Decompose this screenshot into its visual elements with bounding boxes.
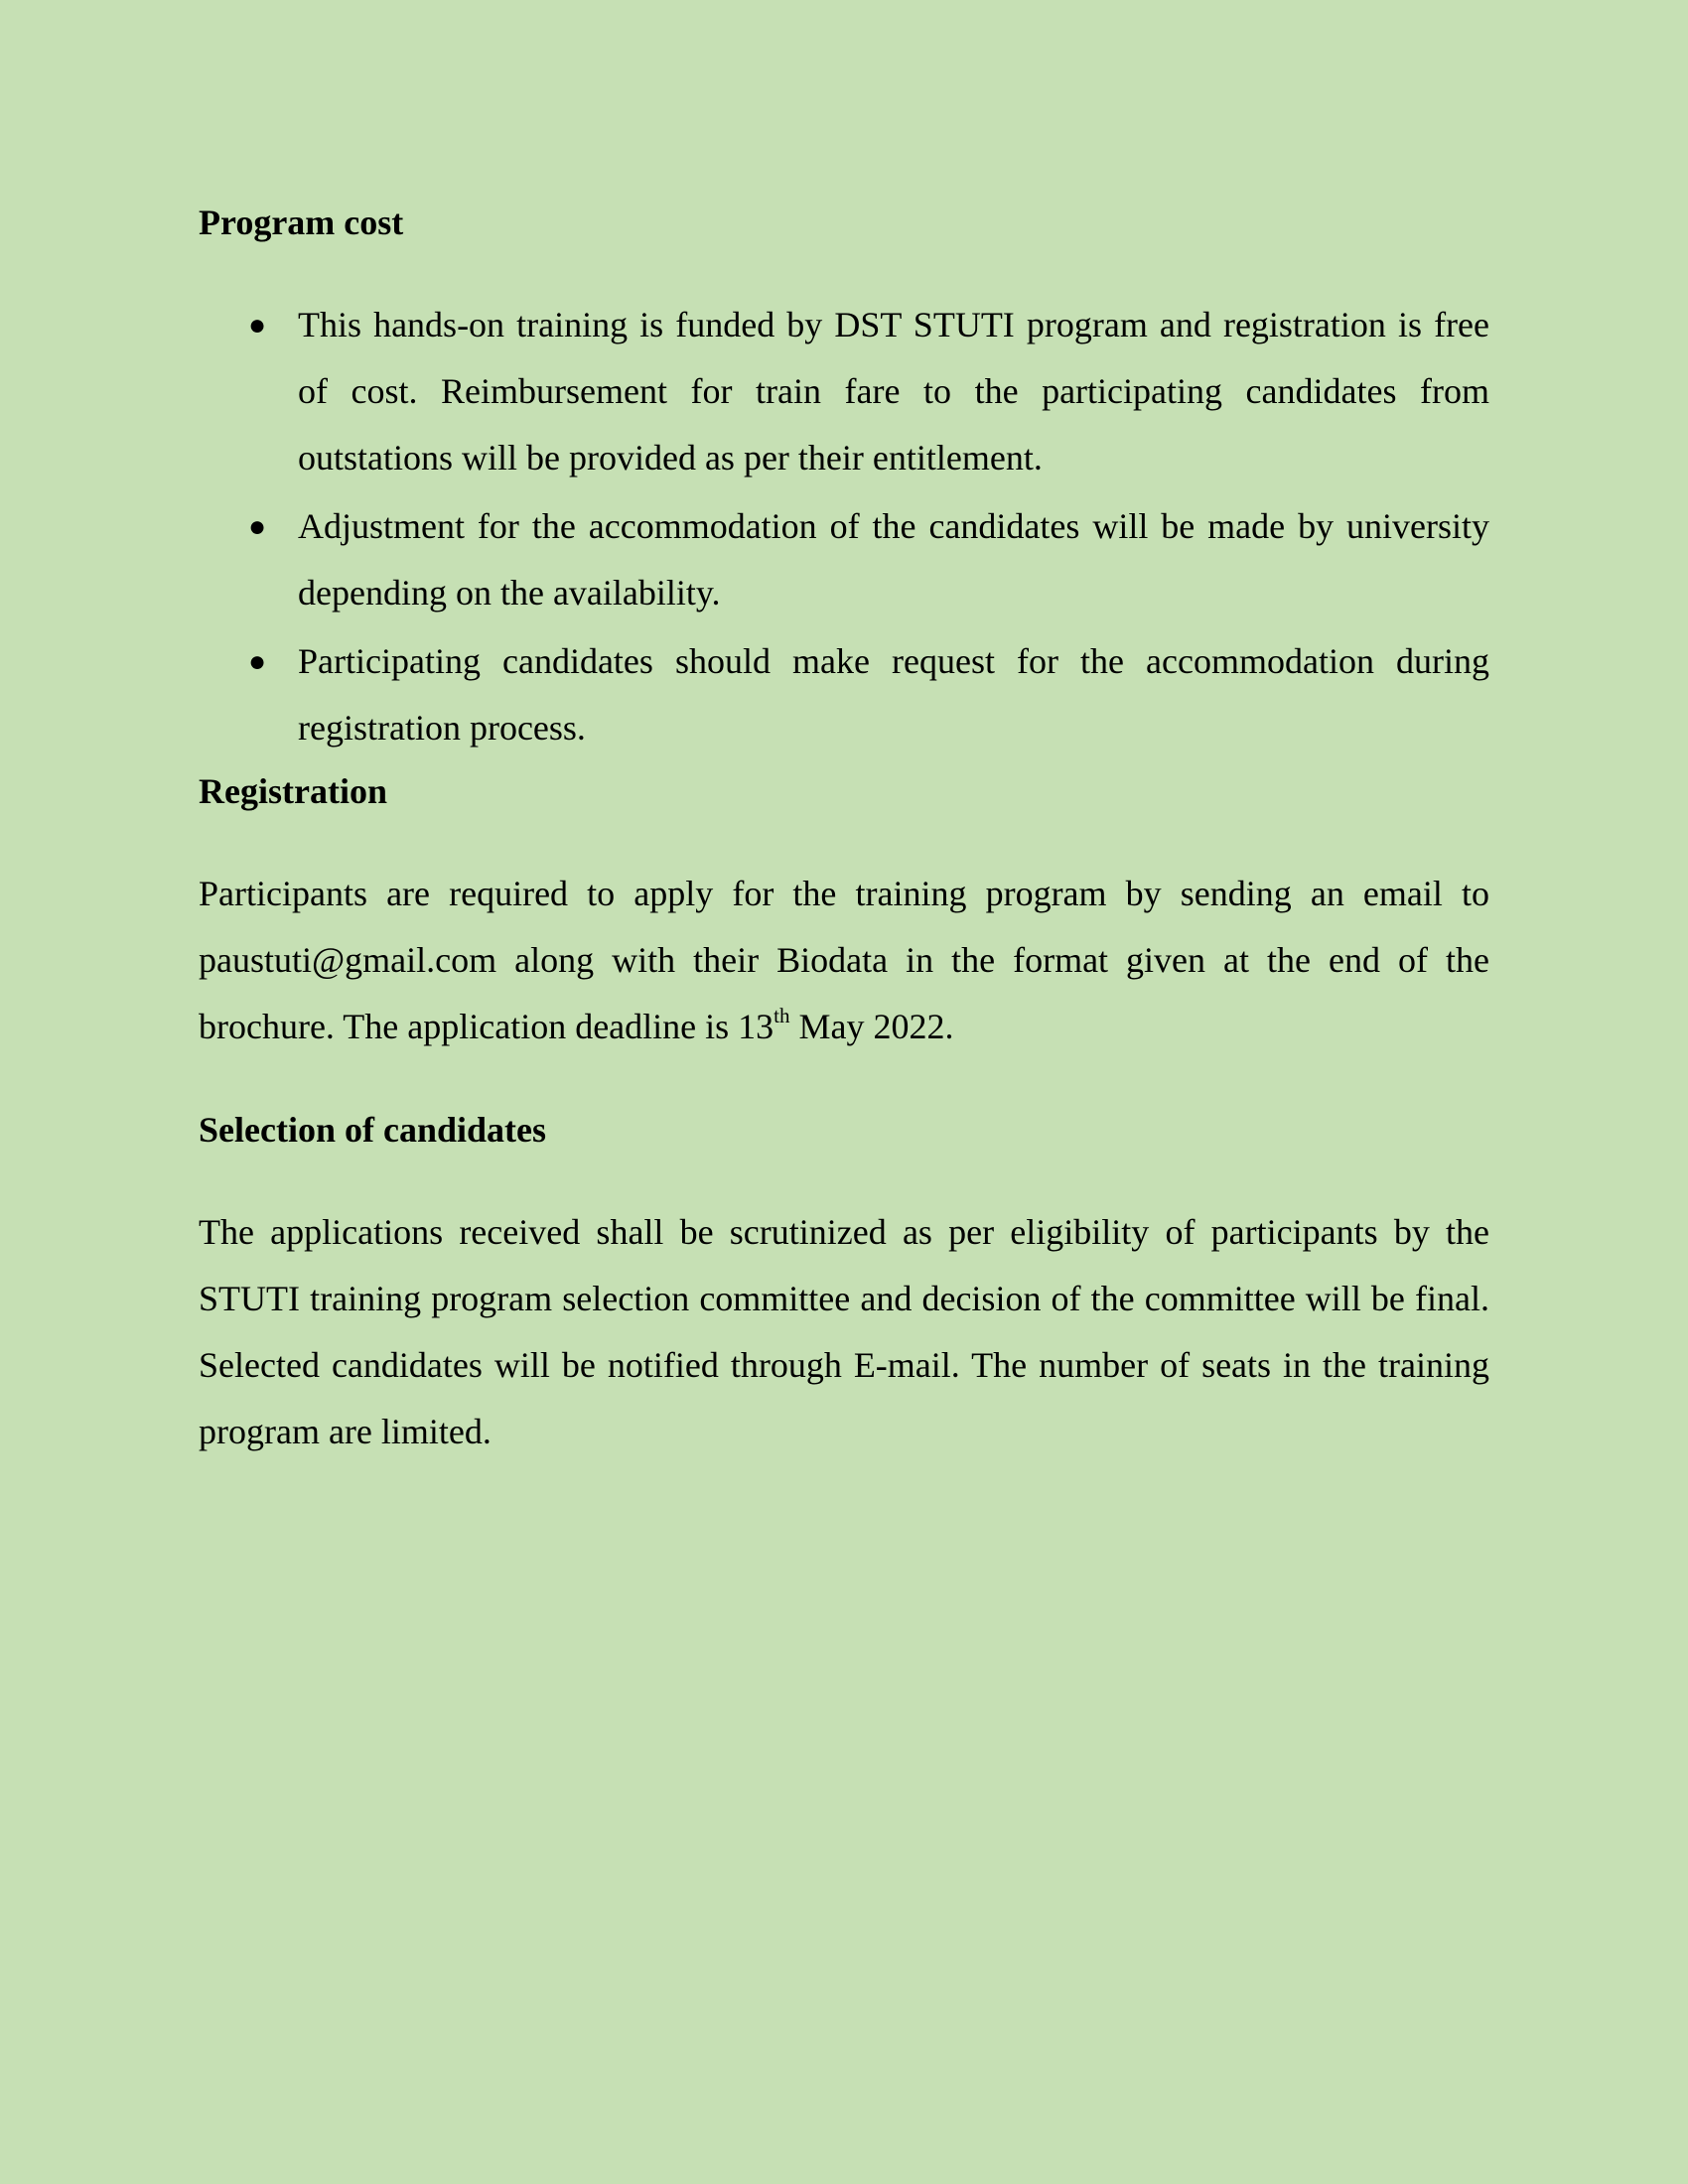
program-cost-list bbox=[199, 292, 1489, 761]
registration-deadline-text: May 2022. bbox=[789, 1007, 954, 1046]
selection-heading: Selection of candidates bbox=[199, 1110, 546, 1150]
deadline-ordinal-suffix: th bbox=[774, 1004, 790, 1027]
document-page bbox=[199, 195, 1489, 1465]
program-cost-item-text: Adjustment for the accommodation of the candidates will be made by university depending on the availability. bbox=[298, 506, 1489, 613]
program-cost-item-text: Participating candidates should make request for the accommodation during registration process. bbox=[298, 641, 1489, 748]
registration-paragraph bbox=[199, 861, 1489, 1060]
registration-text: Participants are required to apply for the training program by sending an email to paustuti@gmail.com along with their Biodata in the format given at the end of the brochure. The application deadline is 13 bbox=[199, 874, 1489, 1046]
selection-paragraph: The applications received shall be scrutinized as per eligibility of participants by the STUTI training program selection committee and decision of the committee will be final. Selected candidates will be notified through E-mail. The number of seats in the training program are limited. bbox=[199, 1212, 1489, 1451]
program-cost-item-text: This hands-on training is funded by DST STUTI program and registration is free of cost. Reimbursement for train fare to the participating candidates from outstations will be provided as per their entitlement. bbox=[298, 305, 1489, 478]
program-cost-item bbox=[199, 628, 1489, 761]
bullet-icon: ● bbox=[248, 309, 267, 341]
program-cost-item bbox=[199, 493, 1489, 626]
registration-heading: Registration bbox=[199, 771, 387, 811]
program-cost-heading: Program cost bbox=[199, 203, 404, 242]
program-cost-item bbox=[199, 292, 1489, 491]
bullet-icon: ● bbox=[248, 510, 267, 543]
bullet-icon: ● bbox=[248, 645, 267, 678]
